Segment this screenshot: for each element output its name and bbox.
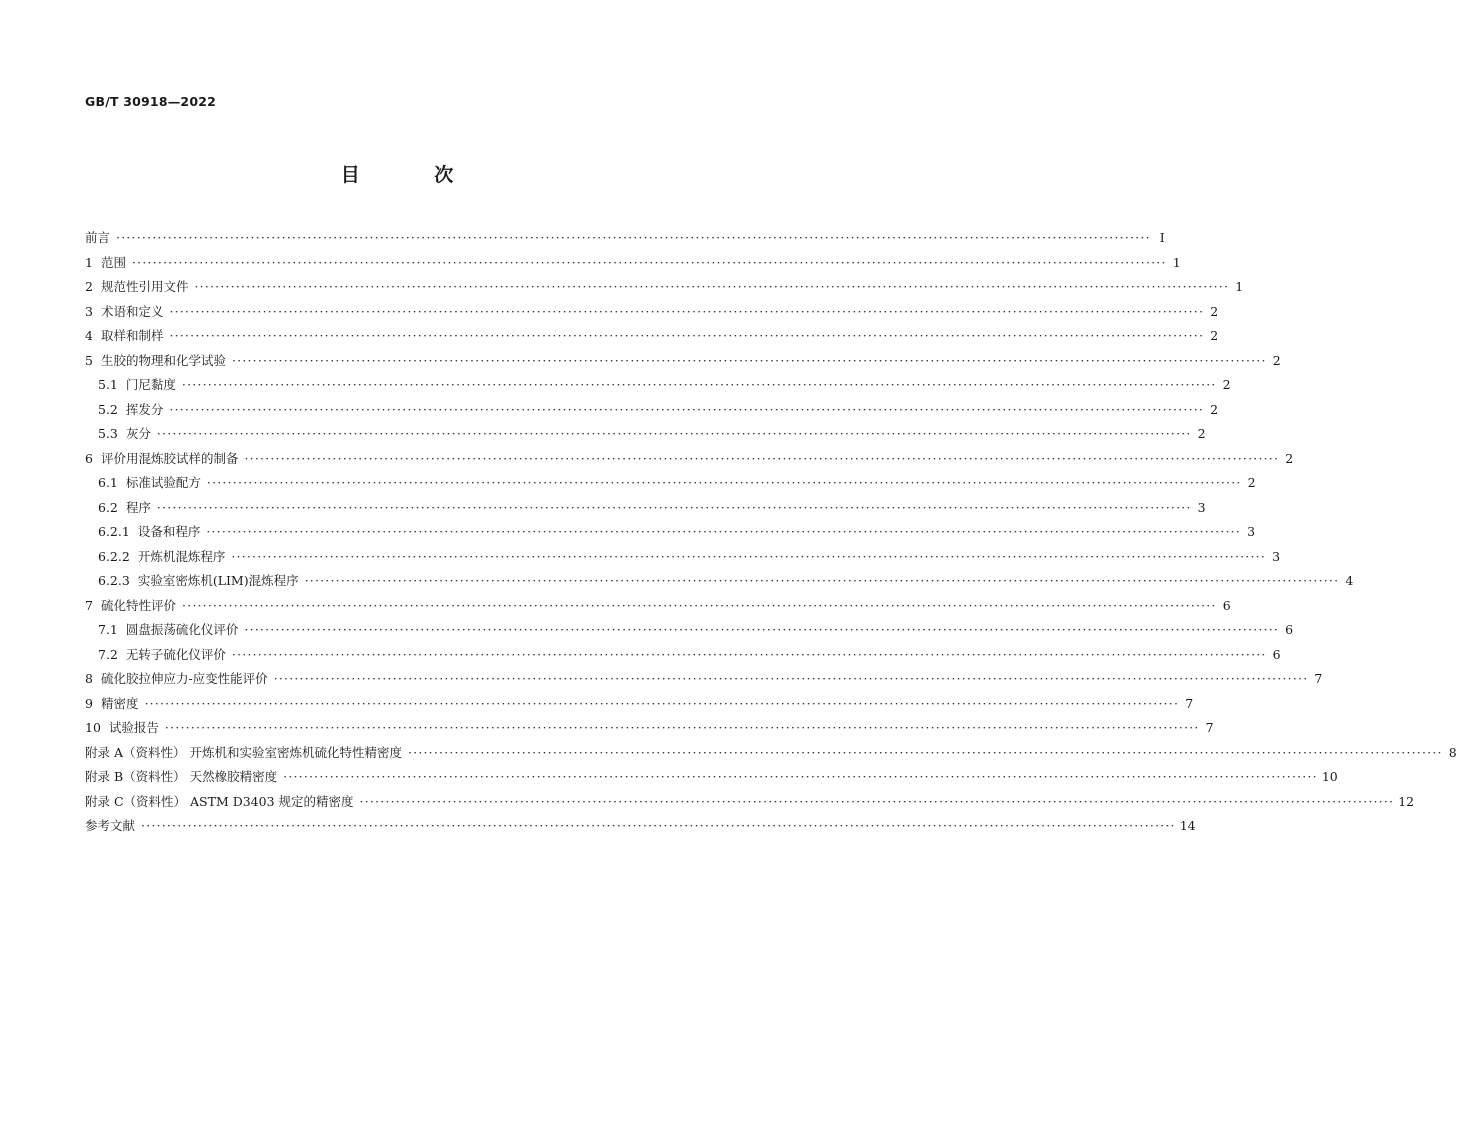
toc-entry[interactable]: [85, 520, 1256, 545]
dot-leader: ········································································································································································································: [116, 230, 1151, 245]
toc-entry-page: 3: [1272, 548, 1281, 564]
toc-entry-page: 7: [1205, 720, 1214, 735]
toc-entry-number: 6.2: [98, 499, 118, 515]
toc-entry-page: 2: [1285, 450, 1294, 466]
toc-entry-page: 3: [1197, 499, 1206, 515]
toc-entry-page: 8: [1448, 744, 1457, 760]
dot-leader: ········································································································································································································: [131, 254, 1167, 270]
toc-entry-number: 2: [85, 279, 93, 294]
toc-entry[interactable]: [85, 226, 1165, 251]
dot-leader: ········································································································································································································: [273, 671, 1309, 686]
toc-entry[interactable]: [85, 741, 1457, 766]
toc-entry-title: 附录 A（资料性） 开炼机和实验室密炼机硫化特性精密度: [85, 744, 402, 760]
toc-entry-title: 硫化胶拉伸应力-应变性能评价: [100, 671, 268, 686]
dot-leader: ········································································································································································································: [156, 426, 1192, 441]
toc-entry-page: 7: [1185, 695, 1194, 711]
toc-entry-title: 前言: [85, 230, 111, 245]
dot-leader: ········································································································································································································: [244, 622, 1280, 637]
dot-leader: ········································································································································································································: [194, 279, 1230, 294]
toc-entry[interactable]: [85, 275, 1244, 300]
dot-leader: ········································································································································································································: [359, 793, 1395, 809]
toc-entry-number: 6.2.1: [98, 524, 130, 539]
toc-entry[interactable]: [85, 594, 1231, 619]
toc-entry-page: 2: [1210, 328, 1219, 343]
toc-entry-title: 规范性引用文件: [100, 279, 189, 294]
toc-entry-page: 7: [1314, 671, 1323, 686]
dot-leader: ········································································································································································································: [144, 695, 1180, 711]
toc-entry-title: 评价用混炼胶试样的制备: [100, 450, 239, 466]
toc-entry-page: 10: [1321, 769, 1338, 784]
dot-leader: ········································································································································································································: [244, 450, 1280, 466]
toc-entry-number: 6.1: [98, 475, 118, 490]
toc-entry-number: 6.2.3: [98, 573, 130, 588]
toc-entry-title: 取样和制样: [100, 328, 164, 343]
toc-entry[interactable]: [85, 324, 1219, 349]
toc-entry-page: 2: [1222, 377, 1231, 392]
toc-entry-title: 硫化特性评价: [100, 597, 176, 613]
dot-leader: ········································································································································································································: [181, 377, 1217, 392]
toc-entry-title: 附录 B（资料性） 天然橡胶精密度: [85, 769, 278, 784]
toc-entry-page: 2: [1247, 475, 1256, 490]
toc-entry-title: 圆盘振荡硫化仪评价: [125, 622, 239, 637]
toc-entry-title: 门尼黏度: [125, 377, 176, 392]
toc-entry-page: 14: [1179, 818, 1196, 833]
toc-entry[interactable]: [85, 692, 1194, 717]
dot-leader: ········································································································································································································: [169, 328, 1205, 343]
toc-entry[interactable]: [85, 618, 1294, 643]
toc-entry-page: 1: [1235, 279, 1244, 294]
toc-entry-number: 7: [85, 597, 93, 613]
dot-leader: ········································································································································································································: [231, 352, 1267, 368]
toc-entry-title: 灰分: [125, 426, 151, 441]
toc-entry[interactable]: [85, 790, 1415, 815]
dot-leader: ········································································································································································································: [206, 475, 1242, 490]
toc-entry-page: 6: [1222, 597, 1231, 613]
toc-entry[interactable]: [85, 545, 1281, 570]
page-title: 目 次: [340, 164, 488, 186]
dot-leader: ········································································································································································································: [304, 573, 1340, 588]
toc-entry-page: 6: [1272, 646, 1281, 662]
dot-leader: ········································································································································································································: [169, 401, 1205, 417]
toc-entry[interactable]: [85, 447, 1294, 472]
toc-entry-number: 5.2: [98, 401, 118, 417]
toc-entry[interactable]: [85, 667, 1323, 692]
toc-entry-page: 4: [1345, 573, 1354, 588]
toc-entry-page: 6: [1285, 622, 1294, 637]
toc-entry-page: 2: [1197, 426, 1206, 441]
toc-entry-title: 设备和程序: [137, 524, 201, 539]
toc-entry-page: 2: [1210, 303, 1219, 319]
toc-entry-number: 5: [85, 352, 93, 368]
toc-entry[interactable]: [85, 814, 1196, 839]
toc-entry-number: 8: [85, 671, 93, 686]
toc-entry-number: 7.2: [98, 646, 118, 662]
dot-leader: ········································································································································································································: [231, 646, 1267, 662]
toc-entry[interactable]: [85, 643, 1281, 668]
toc-entry-number: 7.1: [98, 622, 118, 637]
toc-entry-title: 程序: [125, 499, 151, 515]
toc-entry-page: 1: [1172, 254, 1181, 270]
dot-leader: ········································································································································································································: [169, 303, 1205, 319]
dot-leader: ········································································································································································································: [206, 524, 1242, 539]
dot-leader: ········································································································································································································: [231, 548, 1267, 564]
toc-entry[interactable]: [85, 251, 1181, 276]
toc-entry-page: 3: [1247, 524, 1256, 539]
toc-entry-title: 无转子硫化仪评价: [125, 646, 226, 662]
toc-entry[interactable]: [85, 765, 1338, 790]
toc-entry-number: 6: [85, 450, 93, 466]
toc-entry[interactable]: [85, 373, 1231, 398]
toc-entry-number: 3: [85, 303, 93, 319]
toc-entry-title: 生胶的物理和化学试验: [100, 352, 226, 368]
toc-entry-number: 5.3: [98, 426, 118, 441]
standard-code: GB/T 30918—2022: [85, 94, 217, 109]
toc-entry-page: I: [1159, 230, 1165, 245]
toc-entry[interactable]: [85, 422, 1206, 447]
toc-entry[interactable]: [85, 569, 1354, 594]
toc-entry-title: 参考文献: [85, 818, 136, 833]
toc-entry-title: 范围: [100, 254, 126, 270]
toc-entry[interactable]: [85, 471, 1256, 496]
toc-entry-number: 1: [85, 254, 93, 270]
toc-entry-number: 10: [85, 720, 101, 735]
table-of-contents: [85, 226, 1457, 839]
toc-entry-page: 12: [1398, 793, 1415, 809]
toc-entry-number: 6.2.2: [98, 548, 130, 564]
toc-entry-number: 5.1: [98, 377, 118, 392]
toc-entry-title: 开炼机混炼程序: [137, 548, 226, 564]
toc-entry[interactable]: [85, 496, 1206, 521]
toc-entry-title: 术语和定义: [100, 303, 164, 319]
toc-entry[interactable]: [85, 398, 1219, 423]
toc-entry-page: 2: [1272, 352, 1281, 368]
toc-entry[interactable]: [85, 716, 1214, 741]
toc-entry-page: 2: [1210, 401, 1219, 417]
dot-leader: ········································································································································································································: [156, 499, 1192, 515]
dot-leader: ········································································································································································································: [181, 597, 1217, 613]
toc-entry[interactable]: [85, 349, 1281, 374]
dot-leader: ········································································································································································································: [407, 744, 1443, 760]
toc-entry-title: 挥发分: [125, 401, 164, 417]
toc-entry-title: 试验报告: [108, 720, 159, 735]
toc-entry-title: 附录 C（资料性） ASTM D3403 规定的精密度: [85, 793, 354, 809]
toc-entry-number: 4: [85, 328, 93, 343]
toc-entry-number: 9: [85, 695, 93, 711]
toc-entry[interactable]: [85, 300, 1219, 325]
dot-leader: ········································································································································································································: [164, 720, 1200, 735]
dot-leader: ········································································································································································································: [283, 769, 1318, 784]
toc-entry-title: 精密度: [100, 695, 139, 711]
toc-entry-title: 标准试验配方: [125, 475, 201, 490]
dot-leader: ········································································································································································································: [141, 818, 1176, 833]
toc-entry-title: 实验室密炼机(LIM)混炼程序: [137, 573, 299, 588]
